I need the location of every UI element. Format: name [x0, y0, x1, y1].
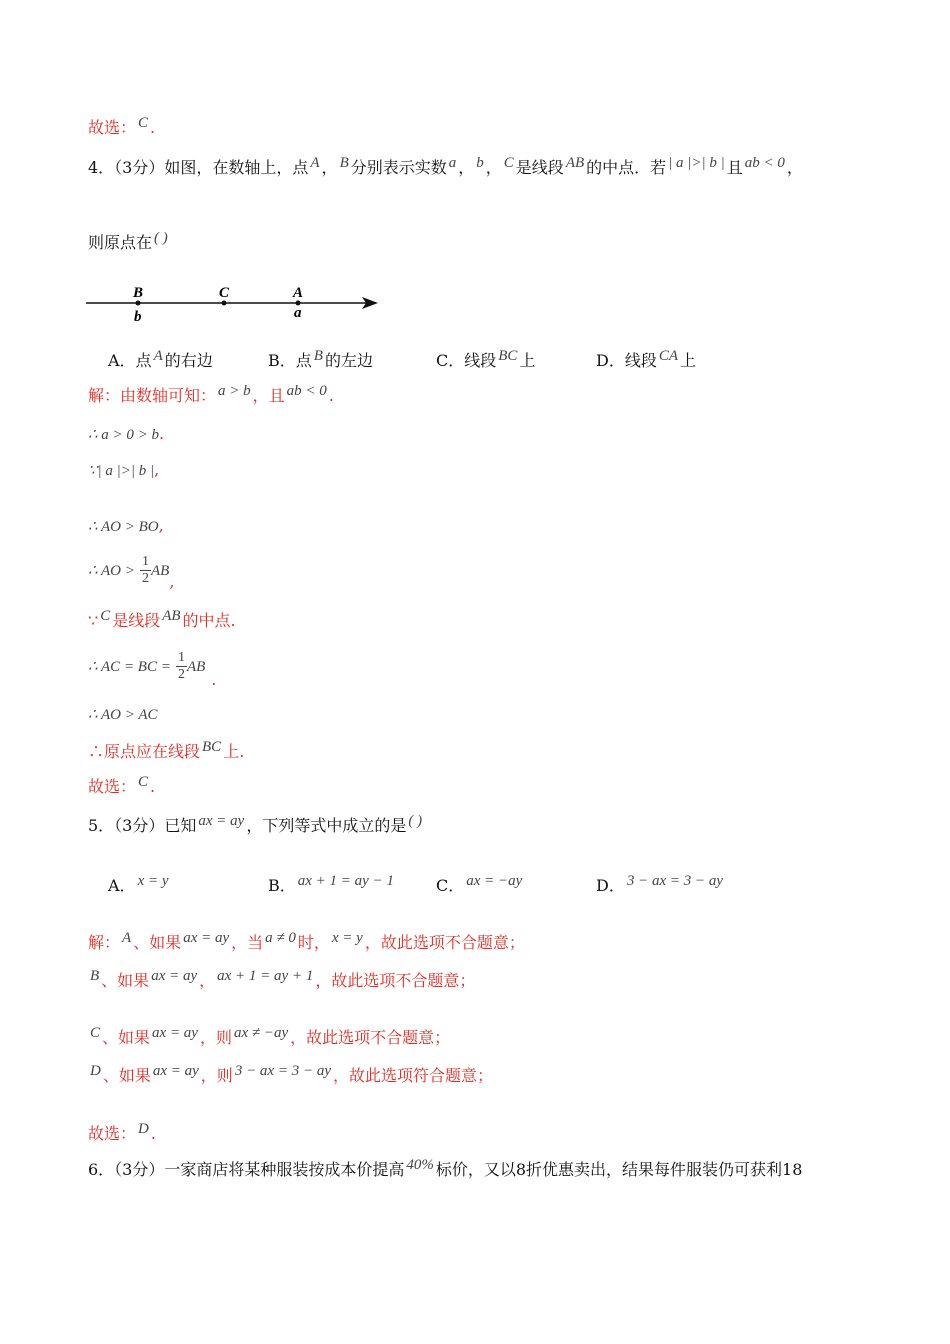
sol4-line-1: 解：由数轴可知： a > b ，且 ab < 0 . [88, 383, 334, 405]
label-A: A [293, 285, 304, 301]
q5-option-d[interactable]: D． 3 − ax = 3 − ay [596, 873, 724, 895]
label-B: B [133, 285, 144, 301]
sol4-line-8: ∴ AO > AC [88, 707, 158, 723]
sol4-line-3: ∵| a |>| b |, [88, 460, 160, 479]
q4-option-c[interactable]: C．线段 BC 上 [436, 348, 536, 370]
sol4-line-5: ∴ AO > $\frac{1}{2}$ AB, [88, 554, 175, 591]
sol5-line-3: C 、如果 ax = ay ，则 ax ≠ −ay ，故此选项不合题意； [90, 1025, 451, 1047]
label-C: C [219, 285, 230, 301]
question-4-line-2: 则原点在 ( ) [88, 230, 168, 252]
q4-option-a[interactable]: A．点 A 的右边 [108, 348, 213, 370]
question-5-line-1: 5．（3分）已知 ax = ay ，下列等式中成立的是 ( ) [88, 813, 423, 835]
sol5-line-4: D 、如果 ax = ay ，则 3 − ax = 3 − ay ，故此选项符合题意； [90, 1063, 494, 1085]
q5-option-a[interactable]: A． x = y [108, 873, 169, 895]
q5-option-b[interactable]: B． ax + 1 = ay − 1 [268, 873, 394, 895]
sol4-line-4: ∴ AO > BO, [88, 516, 164, 535]
label-a: a [294, 305, 302, 321]
answer-line-3: 故选： C . [88, 115, 156, 137]
point-b-dot [136, 301, 141, 306]
question-4-line-1: 4．（3分）如图，在数轴上，点 A ， B 分别表示实数 a ， b ， C 是线段 AB 的中点．若 | a |>| b | 且 ab < 0 ， [88, 155, 803, 177]
sol4-line-7: ∴ AC = BC = $\frac{1}{2}$ AB. [88, 650, 217, 689]
sol4-line-6: ∵ C 是线段 AB 的中点. [88, 608, 236, 630]
q4-option-b[interactable]: B．点 B 的左边 [268, 348, 373, 370]
fraction-one-half: $\frac{1}{2}$ [177, 650, 185, 682]
question-6-line-1: 6．（3分）一家商店将某种服装按成本价提高 40% 标价，又以8折优惠卖出，结果每件服装仍可获利18 [88, 1157, 803, 1179]
fraction-one-half: $\frac{1}{2}$ [141, 554, 149, 586]
sol5-line-5: 故选： D . [88, 1121, 156, 1143]
q5-option-c[interactable]: C． ax = −ay [436, 873, 523, 895]
sol4-line-9: ∴原点应在线段 BC 上. [88, 739, 245, 761]
sol4-line-2: ∴ a > 0 > b. [88, 424, 165, 443]
sol5-line-1: 解： A 、如果 ax = ay ，当 a ≠ 0 时， x = y ，故此选项不合题意； [88, 930, 525, 952]
sol5-line-2: B 、如果 ax = ay ， ax + 1 = ay + 1 ，故此选项不合题意； [90, 968, 476, 990]
sol4-line-10: 故选： C . [88, 774, 156, 796]
q4-option-d[interactable]: D．线段 CA 上 [596, 348, 697, 370]
point-c-dot [222, 301, 227, 306]
number-line-figure [80, 280, 390, 330]
label-b: b [134, 309, 142, 325]
